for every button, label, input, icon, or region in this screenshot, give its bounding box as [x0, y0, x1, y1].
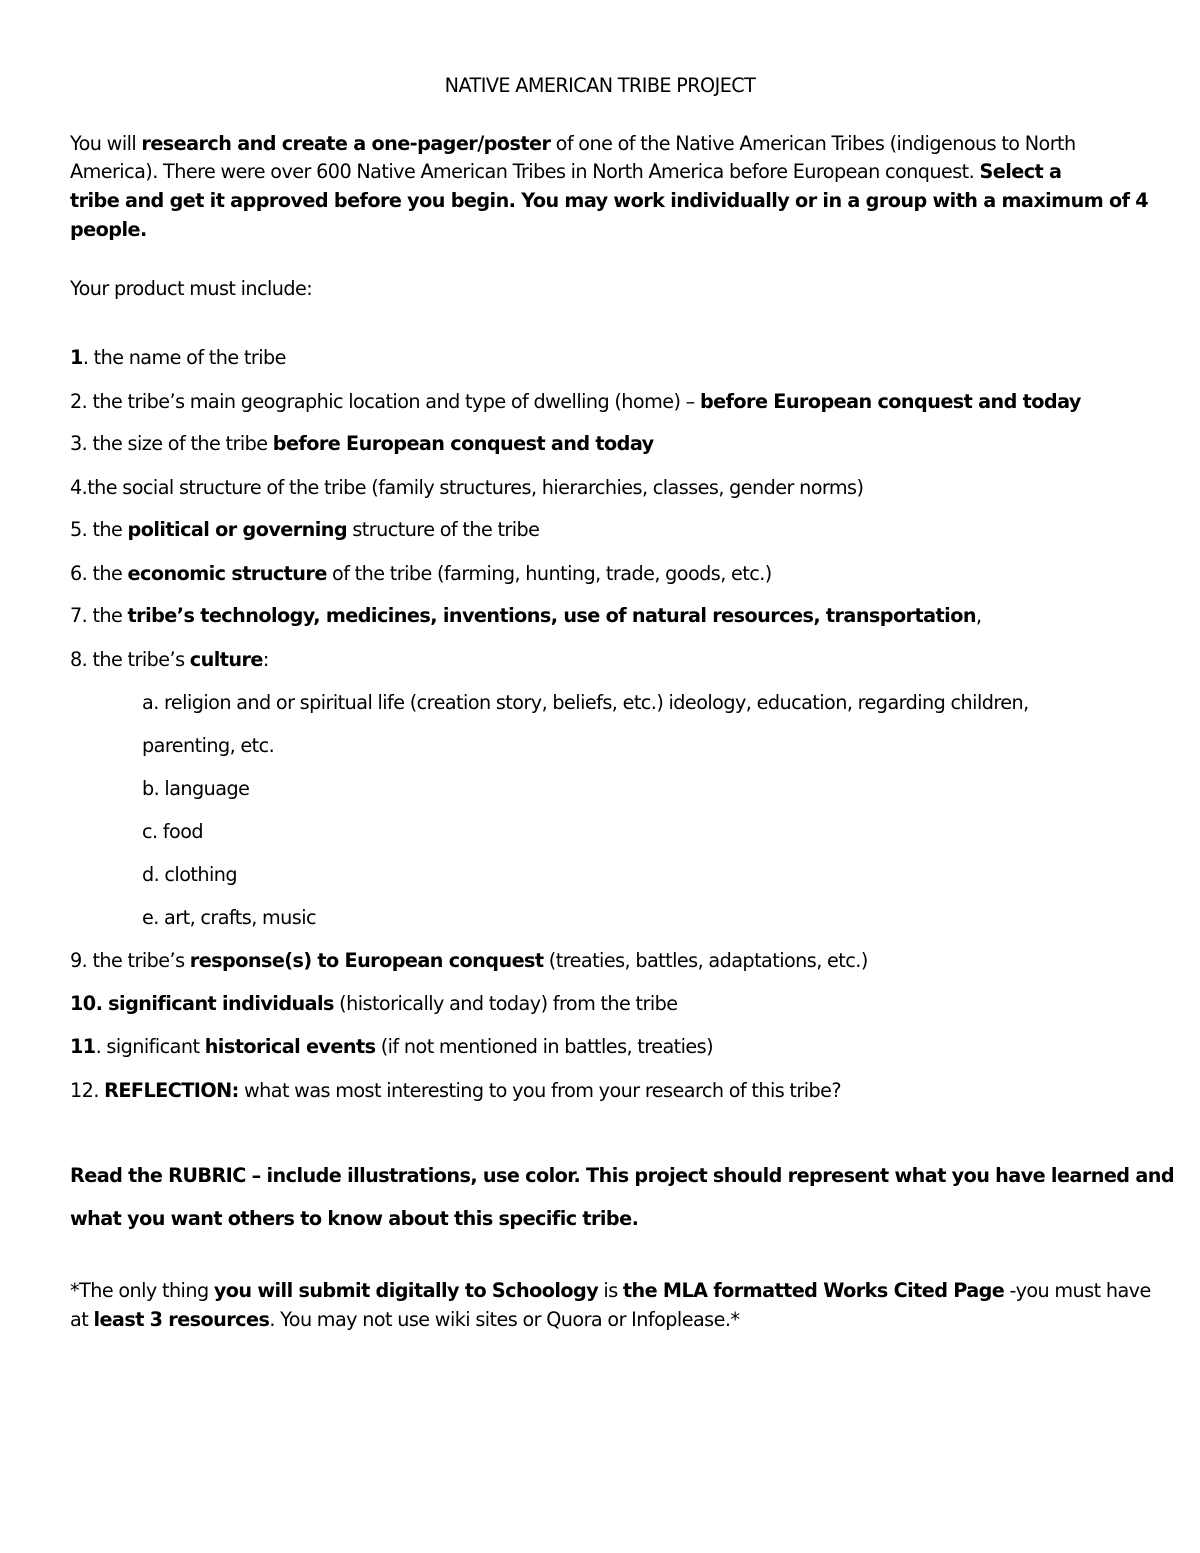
sub-item-d: d. clothing [142, 863, 238, 886]
list-item-5: 5. the political or governing structure of the tribe [70, 518, 540, 541]
rubric-line-2: what you want others to know about this specific tribe. [70, 1207, 639, 1230]
list-item-6: 6. the economic structure of the tribe (farming, hunting, trade, goods, etc.) [70, 562, 772, 585]
rubric-line-1: Read the RUBRIC – include illustrations, use color. This project should represent what you have learned and [70, 1164, 1175, 1187]
list-item-7: 7. the tribe’s technology, medicines, inventions, use of natural resources, transportation, [70, 604, 982, 627]
intro-line-1: You will research and create a one-pager/poster of one of the Native American Tribes (indigenous to North [70, 132, 1076, 155]
list-item-3: 3. the size of the tribe before European conquest and today [70, 432, 654, 455]
sub-item-a-line-2: parenting, etc. [142, 734, 275, 757]
intro-line-2: America). There were over 600 Native American Tribes in North America before European conquest. Select a [70, 160, 1062, 183]
list-item-12: 12. REFLECTION: what was most interesting to you from your research of this tribe? [70, 1079, 842, 1102]
intro-line-4: people. [70, 218, 147, 241]
sub-item-c: c. food [142, 820, 204, 843]
list-item-8: 8. the tribe’s culture: [70, 648, 269, 671]
sub-item-b: b. language [142, 777, 250, 800]
list-item-1: 1. the name of the tribe [70, 346, 286, 369]
footer-line-2: at least 3 resources. You may not use wiki sites or Quora or Infoplease.* [70, 1308, 740, 1331]
footer-line-1: *The only thing you will submit digitally to Schoology is the MLA formatted Works Cited Page -you must have [70, 1279, 1151, 1302]
list-item-9: 9. the tribe’s response(s) to European conquest (treaties, battles, adaptations, etc.) [70, 949, 868, 972]
page-title: NATIVE AMERICAN TRIBE PROJECT [444, 74, 756, 97]
sub-item-a-line-1: a. religion and or spiritual life (creation story, beliefs, etc.) ideology, education, regarding children, [142, 691, 1029, 714]
list-item-2: 2. the tribe’s main geographic location and type of dwelling (home) – before European conquest and today [70, 390, 1081, 413]
list-item-10: 10. significant individuals (historically and today) from the tribe [70, 992, 678, 1015]
list-item-4: 4.the social structure of the tribe (family structures, hierarchies, classes, gender norms) [70, 476, 864, 499]
intro-line-3: tribe and get it approved before you begin. You may work individually or in a group with a maximum of 4 [70, 189, 1149, 212]
product-intro: Your product must include: [70, 277, 313, 300]
sub-item-e: e. art, crafts, music [142, 906, 316, 929]
list-item-11: 11. significant historical events (if not mentioned in battles, treaties) [70, 1035, 714, 1058]
